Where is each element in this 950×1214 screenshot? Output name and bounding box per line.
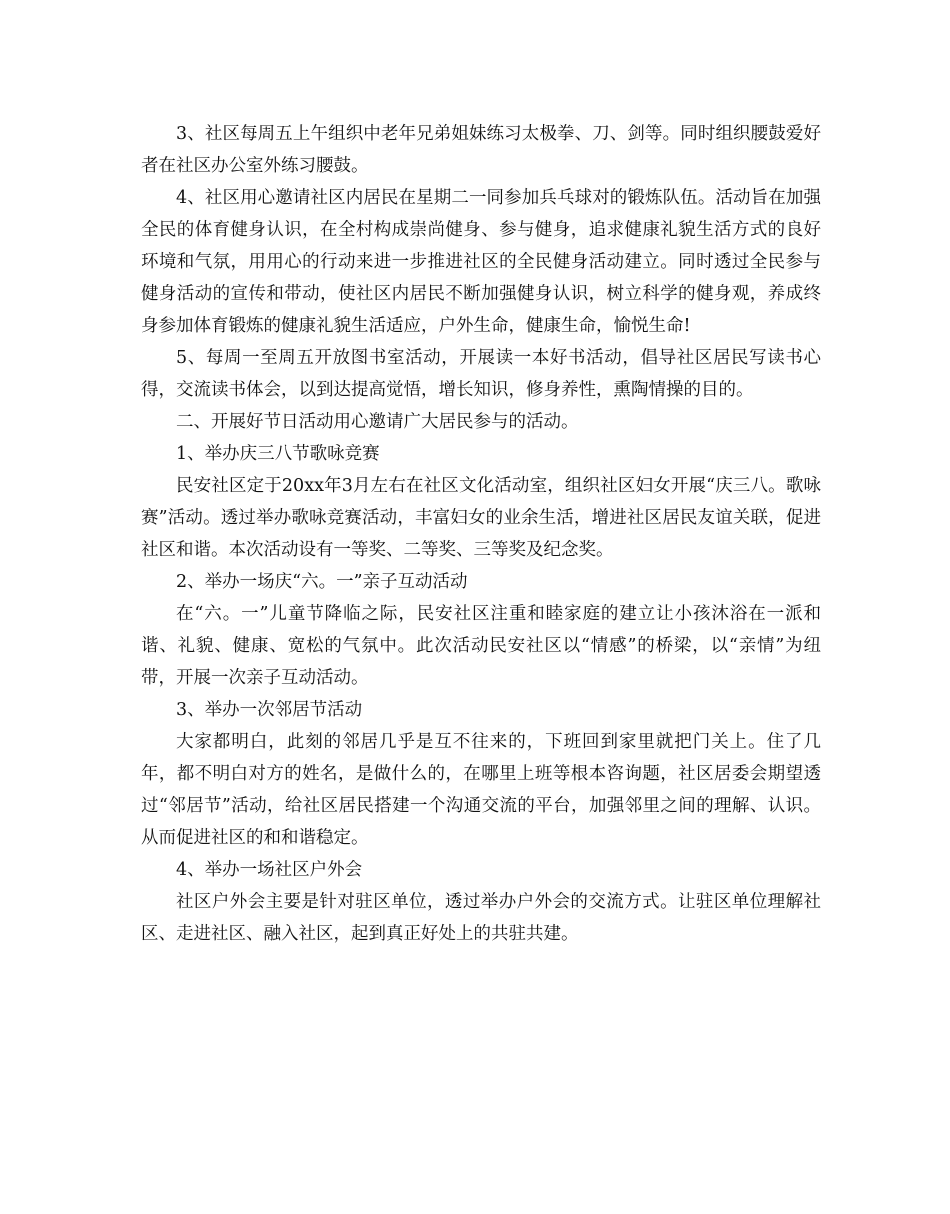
subheading-neighbor-festival: 3、举办一次邻居节活动 — [176, 700, 363, 720]
subheading-childrens-day: 2、举办一场庆“六。一”亲子互动活动 — [176, 572, 468, 592]
document-body — [141, 118, 821, 950]
paragraph-womens-day-singing: 民安社区定于20xx年3月左右在社区文化活动室，组织社区妇女开展“庆三八。歌咏赛”活动。透过举办歌咏竞赛活动，丰富妇女的业余生活，增进社区居民友谊关联，促进社区和谐。本次活动设有一等奖、二等奖、三等奖及纪念奖。 — [141, 476, 821, 560]
paragraph-neighbor-festival: 大家都明白，此刻的邻居几乎是互不往来的，下班回到家里就把门关上。住了几年，都不明白对方的姓名，是做什么的，在哪里上班等根本咨询题，社区居委会期望透过“邻居节”活动，给社区居民搭建一个沟通交流的平台，加强邻里之间的理解、认识。从而促进社区的和和谐稳定。 — [141, 732, 821, 848]
paragraph-item-5-library: 5、每周一至周五开放图书室活动，开展读一本好书活动，倡导社区居民写读书心得，交流读书体会，以到达提高觉悟，增长知识，修身养性，熏陶情操的目的。 — [141, 348, 821, 400]
section-heading-festival-activities: 二、开展好节日活动用心邀请广大居民参与的活动。 — [176, 412, 579, 432]
paragraph-outdoor-meeting: 社区户外会主要是针对驻区单位，透过举办户外会的交流方式。让驻区单位理解社区、走进社区、融入社区，起到真正好处上的共驻共建。 — [141, 892, 821, 944]
paragraph-childrens-day: 在“六。一”儿童节降临之际，民安社区注重和睦家庭的建立让小孩沐浴在一派和谐、礼貌、健康、宽松的气氛中。此次活动民安社区以“情感”的桥梁，以“亲情”为纽带，开展一次亲子互动活动。 — [141, 604, 821, 688]
paragraph-item-4-pingpong: 4、社区用心邀请社区内居民在星期二一同参加兵乓球对的锻炼队伍。活动旨在加强全民的体育健身认识，在全村构成崇尚健身、参与健身，追求健康礼貌生活方式的良好环境和气氛，用用心的行动来进一步推进社区的全民健身活动建立。同时透过全民参与健身活动的宣传和带动，使社区内居民不断加强健身认识，树立科学的健身观，养成终身参加体育锻炼的健康礼貌生活适应，户外生命，健康生命，愉悦生命! — [141, 188, 821, 336]
subheading-outdoor-meeting: 4、举办一场社区户外会 — [176, 860, 363, 880]
paragraph-item-3-taiji: 3、社区每周五上午组织中老年兄弟姐妹练习太极拳、刀、剑等。同时组织腰鼓爱好者在社区办公室外练习腰鼓。 — [141, 124, 821, 176]
subheading-womens-day-singing: 1、举办庆三八节歌咏竞赛 — [176, 444, 380, 464]
